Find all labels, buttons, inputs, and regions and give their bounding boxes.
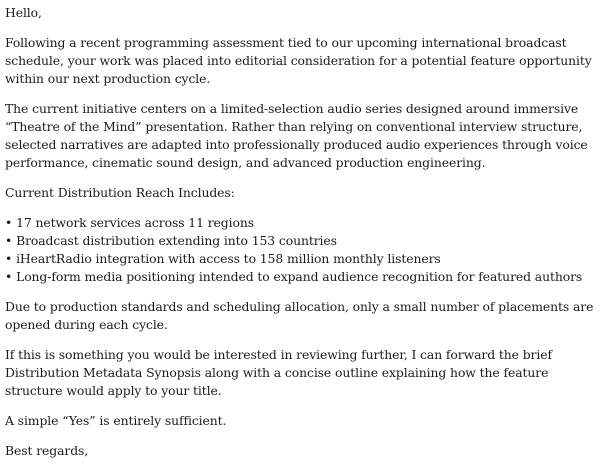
bullet-glyph: • <box>5 251 17 266</box>
list-item-text: Long-form media positioning intended to expand audience recognition for featured authors <box>16 269 583 284</box>
email-body <box>5 4 597 472</box>
greeting: Hello, <box>5 5 42 20</box>
reach-heading: Current Distribution Reach Includes: <box>5 185 235 200</box>
list-item <box>5 250 597 268</box>
list-item <box>5 232 597 250</box>
production-paragraph: Due to production standards and scheduling allocation, only a small number of placements are opened during each cycle. <box>5 299 594 332</box>
bullet-glyph: • <box>5 269 17 284</box>
list-item-text: 17 network services across 11 regions <box>16 215 254 230</box>
list-item <box>5 268 597 286</box>
list-item-text: iHeartRadio integration with access to 158 million monthly listeners <box>16 251 441 266</box>
intro-paragraph: Following a recent programming assessment tied to our upcoming international broadcast schedule, your work was placed into editorial consideration for a potential feature opportunity within our next production cycle. <box>5 35 592 86</box>
reply-paragraph: A simple “Yes” is entirely sufficient. <box>5 413 227 428</box>
offer-paragraph: If this is something you would be interested in reviewing further, I can forward the brief Distribution Metadata Synopsis along with a concise outline explaining how the feature structure would apply to your title. <box>5 347 552 398</box>
reach-list <box>5 214 597 286</box>
initiative-paragraph: The current initiative centers on a limited-selection audio series designed around immersive “Theatre of the Mind” presentation. Rather than relying on conventional interview structure, selected narratives are adapted into professionally produced audio experiences through voice performance, cinematic sound design, and advanced production engineering. <box>5 101 588 170</box>
list-item <box>5 214 597 232</box>
list-item-text: Broadcast distribution extending into 153 countries <box>16 233 337 248</box>
bullet-glyph: • <box>5 215 17 230</box>
closing: Best regards, <box>5 443 89 458</box>
bullet-glyph: • <box>5 233 17 248</box>
